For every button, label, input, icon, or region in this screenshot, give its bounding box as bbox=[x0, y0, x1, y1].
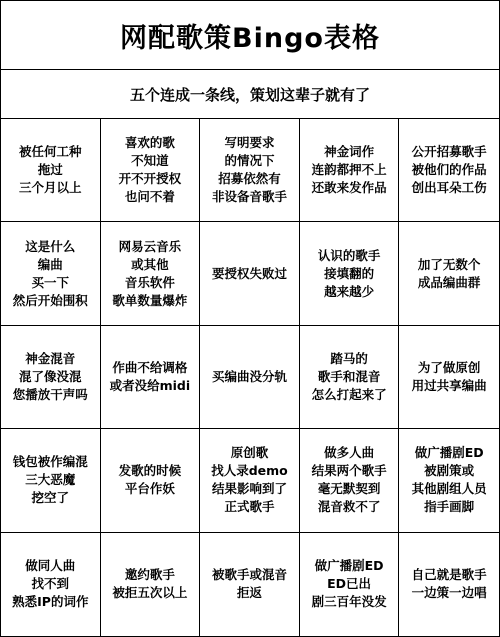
bingo-cell: 发歌的时候 平台作妖 bbox=[101, 429, 201, 532]
bingo-cell: 喜欢的歌 不知道 开不开授权 也问不着 bbox=[101, 119, 201, 222]
bingo-cell: 作曲不给调格 或者没给midi bbox=[101, 326, 201, 429]
bingo-cell: 加了无数个 成品编曲群 bbox=[399, 222, 499, 325]
bingo-cell: 神金词作 连韵都押不上 还敢来发作品 bbox=[300, 119, 400, 222]
bingo-cell: 为了做原创 用过共享编曲 bbox=[399, 326, 499, 429]
bingo-cell: 邀约歌手 被拒五次以上 bbox=[101, 533, 201, 636]
bingo-cell: 自己就是歌手 一边策一边唱 bbox=[411, 567, 487, 601]
page-title: 网配歌策Bingo表格 bbox=[1, 1, 499, 70]
bingo-cell: 神金混音 混了像没混 您播放干声吗 bbox=[1, 326, 101, 429]
page-subtitle: 五个连成一条线，策划这辈子就有了 bbox=[1, 70, 499, 119]
bingo-cell: 这是什么 编曲 买一下 然后开始围积 bbox=[1, 222, 101, 325]
bingo-cell: 写明要求 的情况下 招募依然有 非设备音歌手 bbox=[200, 119, 300, 222]
bingo-cell: 做同人曲 找不到 熟悉IP的词作 bbox=[1, 533, 101, 636]
bingo-cell: 要授权失败过 bbox=[200, 222, 300, 325]
bingo-cell: 网易云音乐 或其他 音乐软件 歌单数量爆炸 bbox=[101, 222, 201, 325]
bingo-cell: 原创歌 找人录demo 结果影响到了 正式歌手 bbox=[200, 429, 300, 532]
bingo-cell: 做广播剧ED ED已出 剧三百年没发 bbox=[300, 533, 400, 636]
bingo-cell: 踏马的 歌手和混音 怎么打起来了 bbox=[300, 326, 400, 429]
bingo-cell: 做多人曲 结果两个歌手 毫无默契到 混音救不了 bbox=[300, 429, 400, 532]
bingo-cell: 公开招募歌手 被他们的作品 创出耳朵工伤 bbox=[399, 119, 499, 222]
bingo-grid bbox=[1, 119, 499, 636]
bingo-cell: 被歌手或混音 拒返 bbox=[200, 533, 300, 636]
bingo-cell: 买编曲没分轨 bbox=[200, 326, 300, 429]
bingo-cell: 钱包被作编混 三大恶魔 挖空了 bbox=[1, 429, 101, 532]
bingo-cell: 做广播剧ED 被剧策或 其他剧组人员 指手画脚 bbox=[399, 429, 499, 532]
bingo-cell: 认识的歌手 接填翻的 越来越少 bbox=[300, 222, 400, 325]
bingo-cell: 被任何工种 拖过 三个月以上 bbox=[1, 119, 101, 222]
